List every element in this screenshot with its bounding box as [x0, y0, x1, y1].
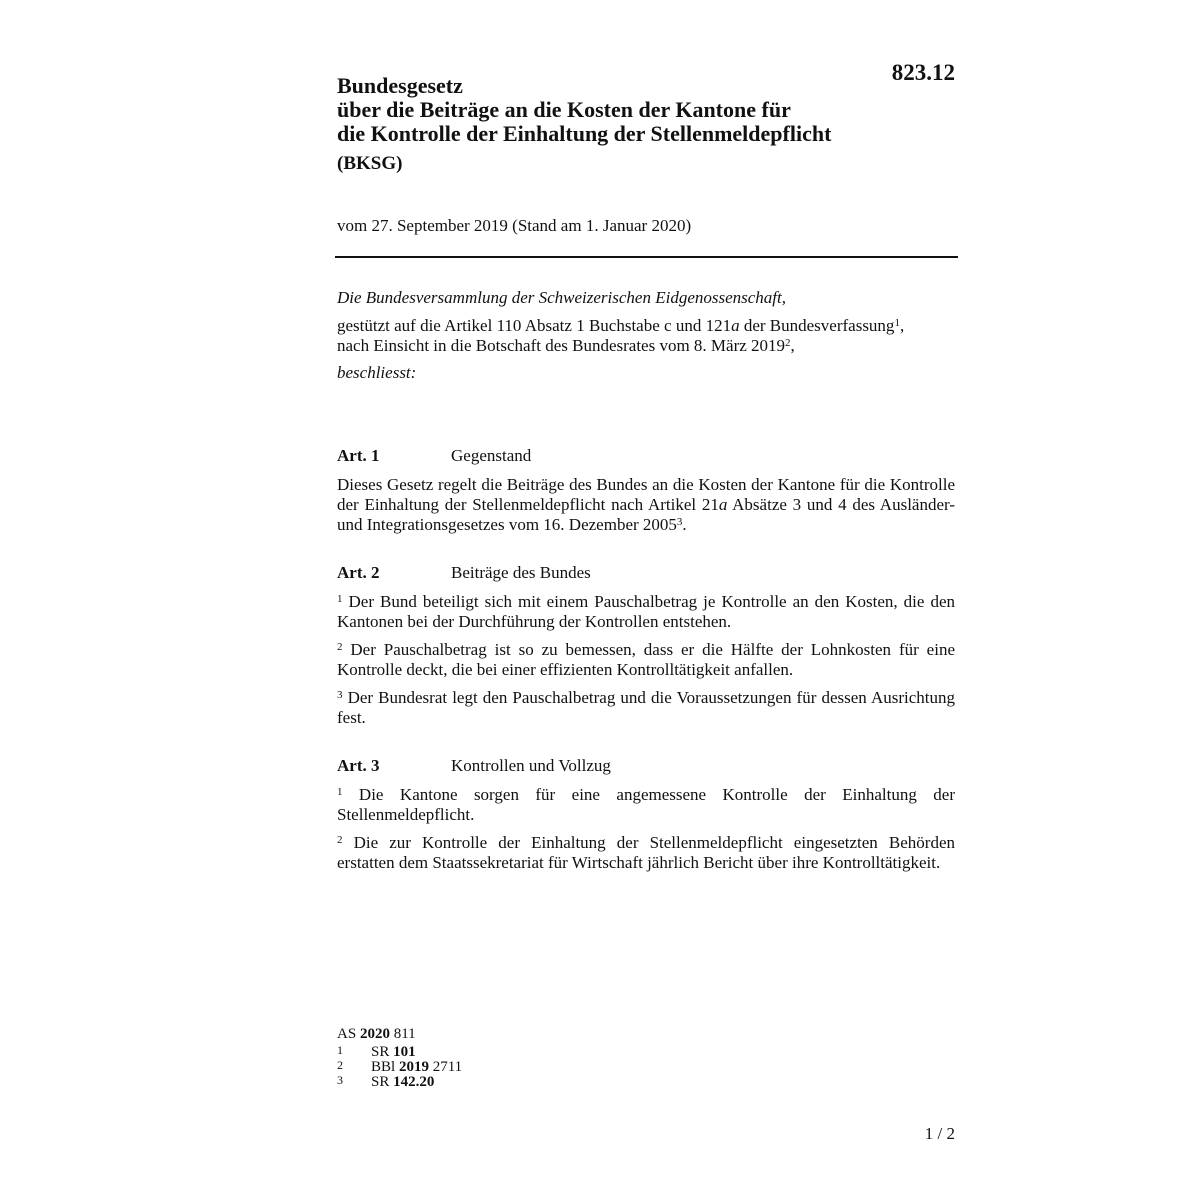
footnote-prefix: SR — [371, 1074, 394, 1090]
paragraph-number: 2 — [337, 834, 343, 846]
preamble-legal-basis-comma: , — [899, 316, 905, 335]
article-2-paragraph-1 — [337, 592, 955, 632]
law-title — [337, 74, 897, 176]
article-1-text-italic: a — [718, 495, 728, 514]
paragraph-text: Die zur Kontrolle der Einhaltung der Stellenmeldepflicht eingesetzten Behörden erstatten dem Staatssekretariat für Wirtschaft jährlich Bericht über ihre Kontrolltätigkeit. — [337, 833, 955, 872]
paragraph-number: 1 — [337, 786, 343, 798]
article-1 — [337, 446, 955, 543]
preamble-legal-basis-text-2: der Bundesverfassung — [739, 316, 895, 335]
footnote-suffix: 2711 — [428, 1059, 463, 1075]
paragraph-number: 3 — [337, 689, 343, 701]
preamble-message — [337, 336, 957, 356]
preamble-legal-basis-italic: a — [731, 316, 740, 335]
article-2-title: Beiträge des Bundes — [451, 563, 591, 582]
footnote-number: 1 — [337, 1043, 343, 1057]
sr-number: 823.12 — [891, 60, 955, 85]
footnote-text — [371, 1060, 462, 1075]
footnote-prefix: SR — [371, 1044, 394, 1060]
article-2-paragraph-3 — [337, 688, 955, 728]
article-2-paragraph-2 — [337, 640, 955, 680]
footnote-bold: 142.20 — [393, 1074, 435, 1090]
header-divider — [335, 256, 958, 258]
article-2-heading — [337, 563, 955, 585]
footnote-bold: 101 — [393, 1044, 416, 1060]
article-1-text-a: Dieses Gesetz regelt die Beiträge des Bundes an die Kosten der Kantone für die Kontrolle der Einhaltung der Stellenmeldepflicht nach Artikel 21 — [337, 475, 955, 514]
article-3 — [337, 756, 955, 881]
article-1-number: Art. 1 — [337, 446, 380, 465]
footnote-ref-2: 2 — [785, 337, 791, 349]
paragraph-text: Der Bund beteiligt sich mit einem Pauschalbetrag je Kontrolle an den Kosten, die den Kantonen bei der Durchführung der Kontrollen entstehen. — [337, 592, 955, 631]
title-line-1: Bundesgesetz — [337, 73, 463, 98]
paragraph-text: Der Pauschalbetrag ist so zu bemessen, dass er die Hälfte der Lohnkosten für eine Kontrolle deckt, die bei einer effizienten Kontrolltätigkeit anfallen. — [337, 640, 955, 679]
title-line-2: über die Beiträge an die Kosten der Kantone für — [337, 97, 791, 122]
as-year: 2020 — [359, 1026, 390, 1042]
footnote-bold: 2019 — [398, 1059, 429, 1075]
footnote-text — [371, 1045, 416, 1060]
preamble-legal-basis — [337, 316, 957, 336]
article-1-text-b: Absätze 3 und 4 des Ausländer- und Integrationsgesetzes vom 16. Dezember 2005 — [337, 495, 955, 534]
paragraph-text: Die Kantone sorgen für eine angemessene Kontrolle der Einhaltung der Stellenmeldepflicht. — [337, 785, 955, 824]
footnote-3 — [337, 1075, 462, 1090]
footnote-number: 2 — [337, 1058, 343, 1072]
article-3-paragraph-1 — [337, 785, 955, 825]
article-1-text-period: . — [682, 515, 687, 534]
page-number: 1 / 2 — [924, 1124, 955, 1143]
article-2 — [337, 563, 955, 736]
paragraph-number: 2 — [337, 641, 343, 653]
footnotes — [337, 1027, 462, 1090]
as-page: 811 — [389, 1026, 416, 1042]
enactment-date: vom 27. September 2019 (Stand am 1. Januar 2020) — [337, 216, 692, 235]
paragraph-number: 1 — [337, 593, 343, 605]
preamble-message-comma: , — [790, 336, 795, 355]
article-3-number: Art. 3 — [337, 756, 380, 775]
preamble-enacting-body: Die Bundesversammlung der Schweizerischen Eidgenossenschaft, — [337, 288, 786, 307]
paragraph-text: Der Bundesrat legt den Pauschalbetrag und die Voraussetzungen für dessen Ausrichtung fest. — [337, 688, 955, 727]
title-line-3: die Kontrolle der Einhaltung der Stellenmeldepflicht — [337, 121, 832, 146]
article-1-text — [337, 475, 955, 535]
preamble — [337, 288, 957, 383]
footnote-text — [371, 1075, 434, 1090]
official-compilation-ref — [337, 1027, 462, 1042]
article-2-number: Art. 2 — [337, 563, 380, 582]
footnote-number: 3 — [337, 1073, 343, 1087]
as-prefix: AS — [337, 1026, 360, 1042]
article-3-paragraph-2 — [337, 833, 955, 873]
preamble-resolves: beschliesst: — [337, 363, 417, 382]
footnote-ref-3: 3 — [676, 516, 683, 528]
article-1-heading — [337, 446, 955, 468]
law-abbreviation: (BKSG) — [337, 153, 403, 174]
preamble-legal-basis-text: gestützt auf die Artikel 110 Absatz 1 Buchstabe c und 121 — [337, 316, 732, 335]
article-1-title: Gegenstand — [451, 446, 532, 465]
article-3-title: Kontrollen und Vollzug — [451, 756, 611, 775]
footnote-prefix: BBl — [371, 1059, 399, 1075]
footnote-ref-1: 1 — [894, 317, 900, 329]
article-3-heading — [337, 756, 955, 778]
preamble-message-text: nach Einsicht in die Botschaft des Bundesrates vom 8. März 2019 — [337, 336, 786, 355]
